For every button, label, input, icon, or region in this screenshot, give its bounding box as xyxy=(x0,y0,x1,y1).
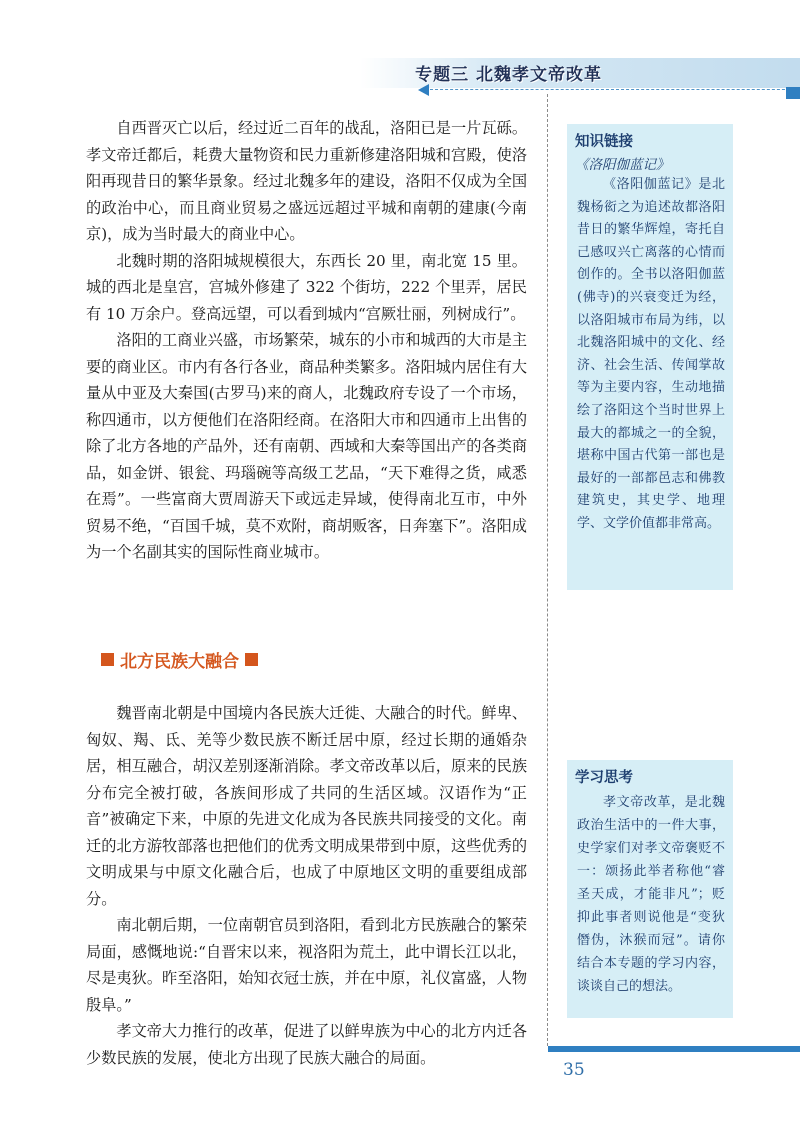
footer-bar xyxy=(548,1046,800,1052)
section-text xyxy=(86,700,527,1071)
knowledge-link-title: 知识链接 xyxy=(575,134,633,150)
paragraph: 北魏时期的洛阳城规模很大，东西长 20 里，南北宽 15 里。城的西北是皇宫，宫城外修建了 322 个街坊，222 个里弄，居民有 10 万余户。登高远望，可以看到城内“宫厥壮丽，列树成行”。 xyxy=(86,251,527,323)
section-heading-text: 北方民族大融合 xyxy=(120,652,239,672)
square-bullet-icon xyxy=(245,653,258,666)
square-bullet-icon xyxy=(101,653,114,666)
header-marker xyxy=(786,87,800,99)
section-heading xyxy=(101,647,258,672)
page-number: 35 xyxy=(563,1060,585,1080)
study-thinking-box xyxy=(567,760,733,1018)
header-banner xyxy=(0,58,800,88)
study-thinking-text: 孝文帝改革，是北魏政治生活中的一件大事，史学家们对孝文帝褒贬不一：颂扬此举者称他“睿圣天成，才能非凡”；贬抑此事者则说他是“变狄僭伪，沐猴而冠”。请你结合本专题的学习内容，谈谈自己的想法。 xyxy=(577,795,725,994)
paragraph: 魏晋南北朝是中国境内各民族大迁徙、大融合的时代。鲜卑、匈奴、羯、氐、羌等少数民族不断迁居中原，经过长期的通婚杂居，相互融合，胡汉差别逐渐消除。孝文帝改革以后，原来的民族分布完全被打破，各族间形成了共同的生活区域。汉语作为“正音”被确定下来，中原的先进文化成为各民族共同接受的文化。南迁的北方游牧部落也把他们的优秀文明成果带到中原，这些优秀的文明成果与中原文化融合后，也成了中原地区文明的重要组成部分。 xyxy=(86,704,527,908)
knowledge-link-subtitle: 《洛阳伽蓝记》 xyxy=(575,157,670,173)
study-thinking-title: 学习思考 xyxy=(575,770,633,786)
header-arrow-icon xyxy=(418,84,429,96)
paragraph: 南北朝后期，一位南朝官员到洛阳，看到北方民族融合的繁荣局面，感慨地说:“自晋宋以来，视洛阳为荒土，此中谓长江以北，尽是夷狄。昨至洛阳，始知衣冠士族，并在中原，礼仪富盛，人物殷阜。” xyxy=(86,916,527,1014)
main-text xyxy=(86,115,527,566)
paragraph: 洛阳的工商业兴盛，市场繁荣，城东的小市和城西的大市是主要的商业区。市内有各行各业，商品种类繁多。洛阳城内居住有大量从中亚及大秦国(古罗马)来的商人，北魏政府专设了一个市场，称四通市，以方便他们在洛阳经商。在洛阳大市和四通市上出售的除了北方各地的产品外，还有南朝、西域和大秦等国出产的各类商品，如金饼、银瓮、玛瑙碗等高级工艺品，“天下难得之货，咸悉在焉”。一些富商大贾周游天下或远走异域，使得南北互市，中外贸易不绝，“百国千城，莫不欢附，商胡贩客，日奔塞下”。洛阳成为一个名副其实的国际性商业城市。 xyxy=(86,331,527,561)
column-divider xyxy=(547,94,548,1046)
paragraph: 孝文帝大力推行的改革，促进了以鲜卑族为中心的北方内迁各少数民族的发展，使北方出现了民族大融合的局面。 xyxy=(86,1022,527,1067)
header-dashed-line xyxy=(430,89,800,90)
knowledge-link-text: 《洛阳伽蓝记》是北魏杨衒之为追述故都洛阳昔日的繁华辉煌，寄托自己感叹兴亡离落的心情而创作的。全书以洛阳伽蓝(佛寺)的兴衰变迁为经，以洛阳城市布局为纬，以北魏洛阳城中的文化、经济、社会生活、传闻掌故等为主要内容，生动地描绘了洛阳这个当时世界上最大的都城之一的全貌，堪称中国古代第一部也是最好的一部都邑志和佛教建筑史，其史学、地理学、文学价值都非常高。 xyxy=(577,177,725,531)
chapter-title: 专题三 北魏孝文帝改革 xyxy=(415,65,602,85)
paragraph: 自西晋灭亡以后，经过近二百年的战乱，洛阳已是一片瓦砾。孝文帝迁都后，耗费大量物资和民力重新修建洛阳城和宫殿，使洛阳再现昔日的繁华景象。经过北魏多年的建设，洛阳不仅成为全国的政治中心，而且商业贸易之盛远远超过平城和南朝的建康(今南京)，成为当时最大的商业中心。 xyxy=(86,119,527,243)
knowledge-link-box xyxy=(567,124,733,590)
